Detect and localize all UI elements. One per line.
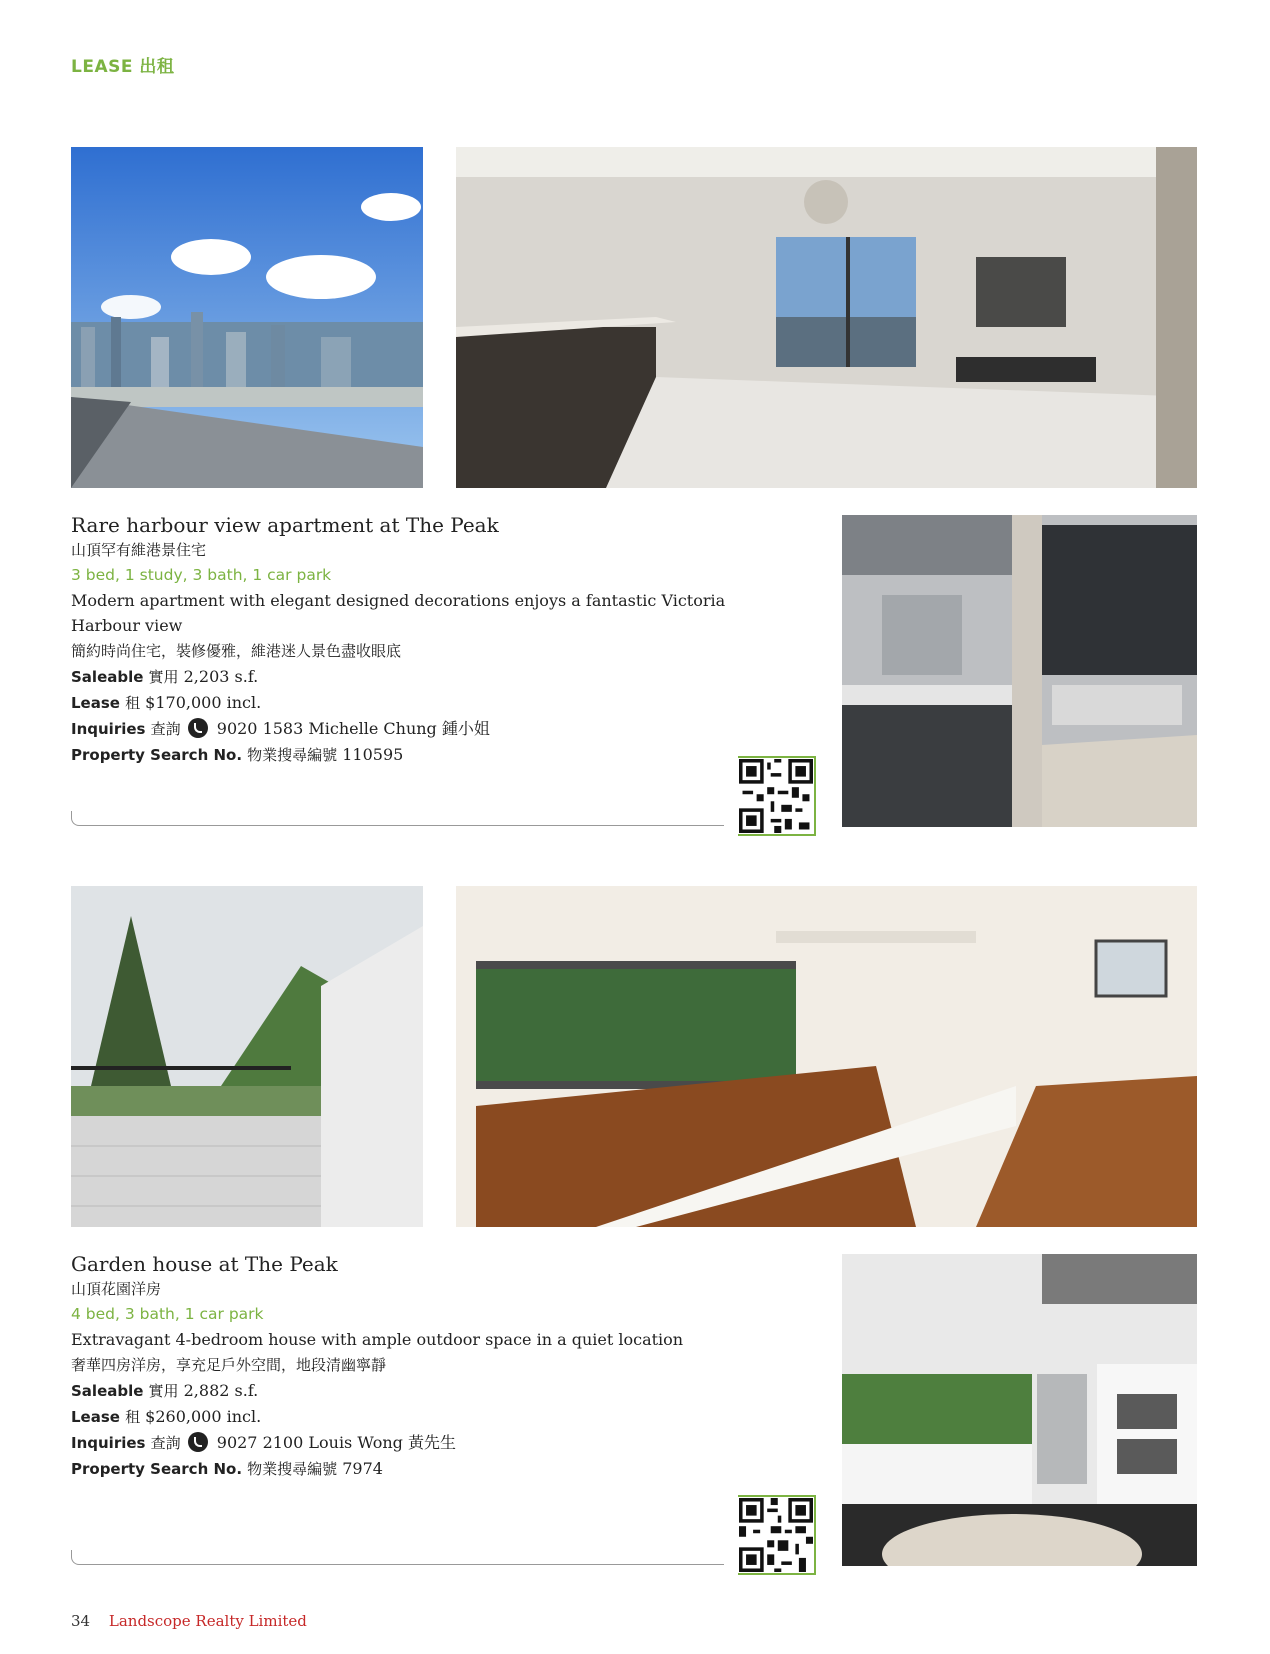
photo-balcony-view — [71, 147, 423, 488]
saleable-label: Saleable — [71, 1382, 144, 1400]
search-value: 7974 — [342, 1459, 383, 1478]
search-label-zh: 物業搜尋編號 — [247, 1460, 338, 1478]
listing-title-zh: 山頂罕有維港景住宅 — [71, 541, 207, 559]
listing-2-text — [71, 1251, 731, 1482]
whatsapp-icon — [188, 1432, 208, 1452]
search-label-zh: 物業搜尋編號 — [247, 746, 338, 764]
photo-kitchen-2 — [842, 1254, 1197, 1566]
lease-label: Lease — [71, 694, 120, 712]
photo-terrace — [71, 886, 423, 1227]
listing-title-zh: 山頂花園洋房 — [71, 1280, 162, 1298]
photo-kitchen — [842, 515, 1197, 827]
search-label: Property Search No. — [71, 1460, 243, 1478]
saleable-value: 2,203 s.f. — [183, 667, 259, 686]
listing-description-zh: 奢華四房洋房，享充足戶外空間，地段清幽寧靜 — [71, 1356, 387, 1374]
lease-label: Lease — [71, 1408, 120, 1426]
saleable-label: Saleable — [71, 668, 144, 686]
inquiries-label-zh: 查詢 — [150, 1434, 181, 1452]
whatsapp-icon — [188, 718, 208, 738]
page-footer — [71, 1612, 307, 1630]
saleable-label-zh: 實用 — [148, 1382, 179, 1400]
listing-description: Extravagant 4-bedroom house with ample outdoor space in a quiet location — [71, 1330, 684, 1349]
saleable-row — [71, 1378, 731, 1404]
lease-value: $260,000 incl. — [145, 1407, 262, 1426]
inquiries-label: Inquiries — [71, 1434, 146, 1452]
lease-row — [71, 1404, 731, 1430]
lease-value: $170,000 incl. — [145, 693, 262, 712]
listing-specs: 3 bed, 1 study, 3 bath, 1 car park — [71, 566, 332, 584]
inquiries-label: Inquiries — [71, 720, 146, 738]
company-name: Landscope Realty Limited — [108, 1612, 307, 1630]
saleable-value: 2,882 s.f. — [183, 1381, 259, 1400]
listing-description-zh: 簡約時尚住宅，裝修優雅，維港迷人景色盡收眼底 — [71, 642, 402, 660]
lease-row — [71, 690, 731, 716]
qr-code-listing-1[interactable] — [738, 756, 816, 836]
section-tag: LEASE 出租 — [71, 57, 175, 77]
listing-description: Modern apartment with elegant designed decorations enjoys a fantastic Victoria Harbour view — [71, 591, 726, 635]
inquiries-value: 9027 2100 Louis Wong 黃先生 — [216, 1433, 456, 1452]
search-row — [71, 742, 731, 768]
saleable-row — [71, 664, 731, 690]
lease-label-zh: 租 — [125, 1408, 141, 1426]
search-label: Property Search No. — [71, 746, 243, 764]
listing-title: Rare harbour view apartment at The Peak — [71, 513, 499, 537]
lease-label-zh: 租 — [125, 694, 141, 712]
photo-upper-room — [456, 886, 1197, 1227]
inquiries-value: 9020 1583 Michelle Chung 鍾小姐 — [216, 719, 490, 738]
inquiries-row — [71, 1430, 731, 1456]
listing-1-text — [71, 512, 731, 768]
photo-living-room — [456, 147, 1197, 488]
inquiries-label-zh: 查詢 — [150, 720, 181, 738]
listing-specs: 4 bed, 3 bath, 1 car park — [71, 1305, 264, 1323]
listing-title: Garden house at The Peak — [71, 1252, 338, 1276]
divider-1 — [71, 811, 724, 826]
saleable-label-zh: 實用 — [148, 668, 179, 686]
divider-2 — [71, 1550, 724, 1565]
search-row — [71, 1456, 731, 1482]
search-value: 110595 — [342, 745, 404, 764]
inquiries-row — [71, 716, 731, 742]
page-number: 34 — [71, 1612, 91, 1630]
qr-code-listing-2[interactable] — [738, 1495, 816, 1575]
